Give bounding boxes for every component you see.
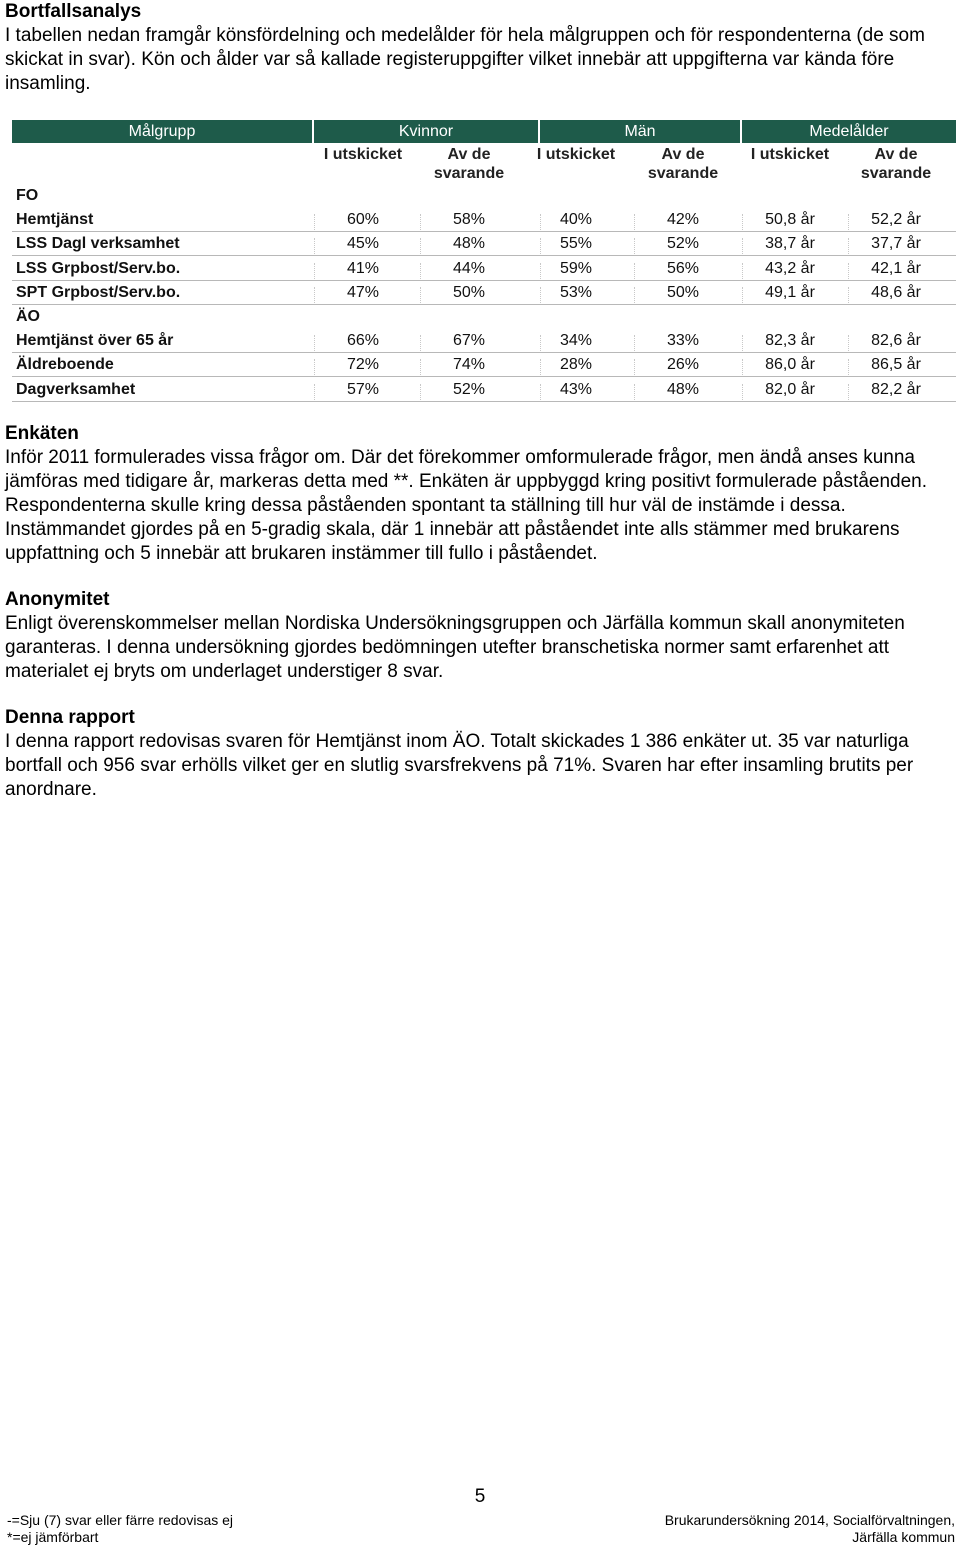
footer-note-1: -=Sju (7) svar eller färre redovisas ej [7,1512,234,1528]
table-cell: 41% [346,259,380,277]
table-cell: 48% [452,235,486,253]
group-label: ÄO [16,308,40,325]
table-cell: 82,0 år [765,380,815,398]
row-label: LSS Grpbost/Serv.bo. [16,259,181,277]
subheader-alder-utskicket: I utskicket [750,146,830,163]
bortfall-table [12,120,956,402]
row-label: SPT Grpbost/Serv.bo. [16,283,181,301]
table-cell: 57% [346,380,380,398]
table-cell: 42,1 år [871,259,921,277]
table-group-row [12,305,956,329]
section-text: I denna rapport redovisas svaren för Hemtjänst inom ÄO. Totalt skickades 1 386 enkäter ut. 35 var naturliga bortfall och 956 svar erhölls vilket ger en slutlig svarsfrekvens på 71%. Svaren har efter insamling brutits per anordnare. [5,731,914,800]
subheader-man-svarande: Av de svarande [647,146,719,182]
footer-publisher-1: Brukarundersökning 2014, Socialförvaltningen, [664,1512,955,1528]
footer-publisher-2: Järfälla kommun [852,1529,955,1545]
table-cell: 43,2 år [765,259,815,277]
row-label: Hemtjänst [16,211,94,229]
footer-note-2: *=ej jämförbart [7,1529,99,1545]
table-cell: 60% [346,211,380,229]
table-cell: 42% [666,211,700,229]
header-man: Män [540,120,742,143]
table-cell: 56% [666,259,700,277]
table-cell: 55% [559,235,593,253]
section-text: Enligt överenskommelser mellan Nordiska Undersökningsgruppen och Järfälla kommun skall anonymiteten garanteras. I denna undersökning gjordes bedömningen utefter branschetiska normer samt erfarenhet att materialet ej bryts om underlaget understiger 8 svar. [5,613,905,682]
section-title: Anonymitet [5,589,110,610]
table-cell: 82,6 år [871,332,921,350]
table-cell: 28% [559,356,593,374]
table-cell: 82,3 år [765,332,815,350]
table-cell: 48,6 år [871,283,921,301]
table-group-row [12,184,956,208]
table-cell: 52% [452,380,486,398]
section-title: Denna rapport [5,707,135,728]
table-row [12,329,956,353]
table-cell: 44% [452,259,486,277]
subheader-kvinnor-svarande: Av de svarande [433,146,505,182]
table-cell: 45% [346,235,380,253]
table-cell: 40% [559,211,593,229]
table-cell: 43% [559,380,593,398]
table-cell: 82,2 år [871,380,921,398]
subheader-man-utskicket: I utskicket [536,146,616,163]
table-cell: 50,8 år [765,211,815,229]
table-cell: 72% [346,356,380,374]
section-text: I tabellen nedan framgår könsfördelning och medelålder för hela målgruppen och för respondenterna (de som skickat in svar). Kön och ålder var så kallade registeruppgifter vilket innebär att uppgifterna var kända före insamling. [5,25,925,94]
table-cell: 26% [666,356,700,374]
section-denna-rapport [5,706,955,802]
section-enkaten [5,422,955,566]
table-cell: 86,5 år [871,356,921,374]
table-cell: 48% [666,380,700,398]
table-cell: 52,2 år [871,211,921,229]
table-cell: 34% [559,332,593,350]
table-cell: 50% [452,283,486,301]
table-cell: 53% [559,283,593,301]
section-text: Inför 2011 formulerades vissa frågor om. Där det förekommer omformulerade frågor, men ändå anses kunna jämföras med tidigare år, markeras detta med **. Enkäten är uppbyggd kring positivt formulerade påståenden. Respondenterna skulle kring dessa påståenden spontant ta ställning till hur väl de instämde i dessa. Instämmandet gjordes på en 5-gradig skala, där 1 innebär att påståendet inte alls stämmer med brukarens uppfattning och 5 innebär att brukaren instämmer till fullo i påståendet. [5,447,928,564]
row-label: Dagverksamhet [16,380,136,398]
table-cell: 50% [666,283,700,301]
row-label: LSS Dagl verksamhet [16,235,180,253]
table-row [12,208,956,232]
table-row [12,257,956,281]
table-cell: 59% [559,259,593,277]
section-bortfallsanalys [5,0,955,96]
header-malgrupp: Målgrupp [12,120,314,143]
row-label: Hemtjänst över 65 år [16,332,174,350]
table-row [12,378,956,402]
section-title: Bortfallsanalys [5,1,142,22]
table-cell: 47% [346,283,380,301]
header-medelalder: Medelålder [742,120,956,143]
section-title: Enkäten [5,423,79,444]
table-cell: 67% [452,332,486,350]
subheader-kvinnor-utskicket: I utskicket [323,146,403,163]
table-cell: 49,1 år [765,283,815,301]
group-label: FO [16,187,39,204]
table-cell: 66% [346,332,380,350]
subheader-alder-svarande: Av de svarande [860,146,932,182]
table-cell: 38,7 år [765,235,815,253]
table-cell: 74% [452,356,486,374]
table-cell: 37,7 år [871,235,921,253]
section-anonymitet [5,588,955,684]
table-cell: 58% [452,211,486,229]
table-row [12,232,956,256]
table-cell: 86,0 år [765,356,815,374]
table-cell: 52% [666,235,700,253]
row-label: Äldreboende [16,356,114,374]
page-number: 5 [474,1486,486,1507]
header-kvinnor: Kvinnor [314,120,540,143]
table-cell: 33% [666,332,700,350]
table-row [12,353,956,377]
table-row [12,281,956,305]
